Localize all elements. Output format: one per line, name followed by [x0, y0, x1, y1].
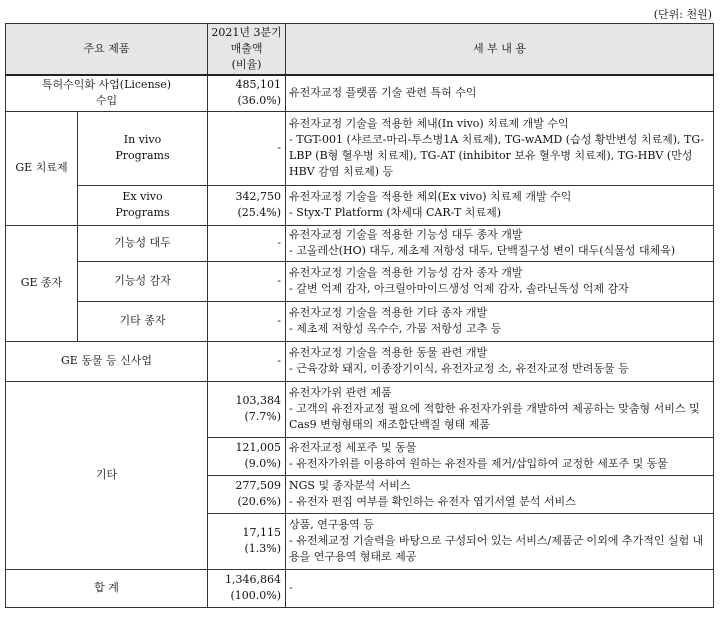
row-details: NGS 및 종자분석 서비스 - 유전자 편집 여부를 확인하는 유전자 엽기서열 분석 서비스	[286, 475, 714, 513]
header-details: 세 부 내 용	[286, 24, 714, 76]
row-label: Ex vivo Programs	[78, 185, 208, 225]
table-row-in-vivo	[6, 111, 714, 185]
row-details: 유전자교정 세포주 및 동물 - 유전자가위를 이용하여 원하는 유전자를 제거/삽입하여 교정한 세포주 및 동물	[286, 437, 714, 475]
table-header-row	[6, 24, 714, 76]
row-sales: 103,384 (7.7%)	[208, 381, 286, 437]
row-sales: 277,509 (20.6%)	[208, 475, 286, 513]
row-sales: 17,115 (1.3%)	[208, 513, 286, 569]
table-row-potato	[6, 261, 714, 301]
row-details: 유전자교정 기술을 적용한 동물 관련 개발 - 근육강화 돼지, 이종장기이식, 유전자교정 소, 유전자교정 반려동물 등	[286, 341, 714, 381]
header-sales: 2021년 3분기 매출액 (비율)	[208, 24, 286, 76]
row-label: 특허수익화 사업(License) 수입	[6, 75, 208, 111]
table-row-ex-vivo	[6, 185, 714, 225]
row-details: 유전자교정 기술을 적용한 기타 종자 개발 - 제초제 저항성 옥수수, 가뭄 저항성 고추 등	[286, 301, 714, 341]
row-label: 기능성 감자	[78, 261, 208, 301]
table-row-ge-animal	[6, 341, 714, 381]
group-label-other: 기타	[6, 381, 208, 569]
row-details: 유전자교정 기술을 적용한 체내(In vivo) 치료제 개발 수익 - TGT-001 (샤르코-마리-투스병1A 치료제), TG-wAMD (습성 황반변성 치료제), TG-LBP (B형 혈우병 치료제), TG-AT (inhibitor 보유 혈우병 치료제), TG-HBV (만성 HBV 감염 치료제) 등	[286, 111, 714, 185]
row-details: 상품, 연구용역 등 - 유전체교정 기술력을 바탕으로 구성되어 있는 서비스/제품군 이외에 추가적인 실험 내용을 연구용역 형태로 제공	[286, 513, 714, 569]
row-details: 유전자교정 플랫폼 기술 관련 특허 수익	[286, 75, 714, 111]
header-product: 주요 제품	[6, 24, 208, 76]
table-row-total	[6, 569, 714, 607]
row-label: 기능성 대두	[78, 225, 208, 261]
row-details: 유전자교정 기술을 적용한 체외(Ex vivo) 치료제 개발 수익 - Styx-T Platform (차세대 CAR-T 치료제)	[286, 185, 714, 225]
row-details: 유전자교정 기술을 적용한 기능성 감자 종자 개발 - 갈변 억제 감자, 아크릴아마이드생성 억제 감자, 솔라닌독성 억제 감자	[286, 261, 714, 301]
row-details: 유전자교정 기술을 적용한 기능성 대두 종자 개발 - 고올레산(HO) 대두, 제초제 저항성 대두, 단백질구성 변이 대두(식물성 대체육)	[286, 225, 714, 261]
unit-label: (단위: 천원)	[653, 8, 712, 21]
table-row-other-1	[6, 381, 714, 437]
group-label-ge-therapy: GE 치료제	[6, 111, 78, 225]
total-label: 합 계	[6, 569, 208, 607]
total-sales: 1,346,864 (100.0%)	[208, 569, 286, 607]
row-details: 유전자가위 관련 제품 - 고객의 유전자교정 필요에 적합한 유전자가위를 개발하여 제공하는 맞춤형 서비스 및 Cas9 변형형태의 재조합단백질 형태 제품	[286, 381, 714, 437]
row-sales: -	[208, 341, 286, 381]
product-sales-table	[5, 23, 714, 608]
table-row-patent	[6, 75, 714, 111]
total-details: -	[286, 569, 714, 607]
row-sales: -	[208, 111, 286, 185]
row-sales: 121,005 (9.0%)	[208, 437, 286, 475]
row-label: In vivo Programs	[78, 111, 208, 185]
row-label: GE 동물 등 신사업	[6, 341, 208, 381]
table-row-soybean	[6, 225, 714, 261]
row-label: 기타 종자	[78, 301, 208, 341]
row-sales: -	[208, 261, 286, 301]
row-sales: 342,750 (25.4%)	[208, 185, 286, 225]
row-sales: -	[208, 301, 286, 341]
group-label-ge-seed: GE 종자	[6, 225, 78, 341]
row-sales: -	[208, 225, 286, 261]
row-sales: 485,101 (36.0%)	[208, 75, 286, 111]
table-row-other-seed	[6, 301, 714, 341]
